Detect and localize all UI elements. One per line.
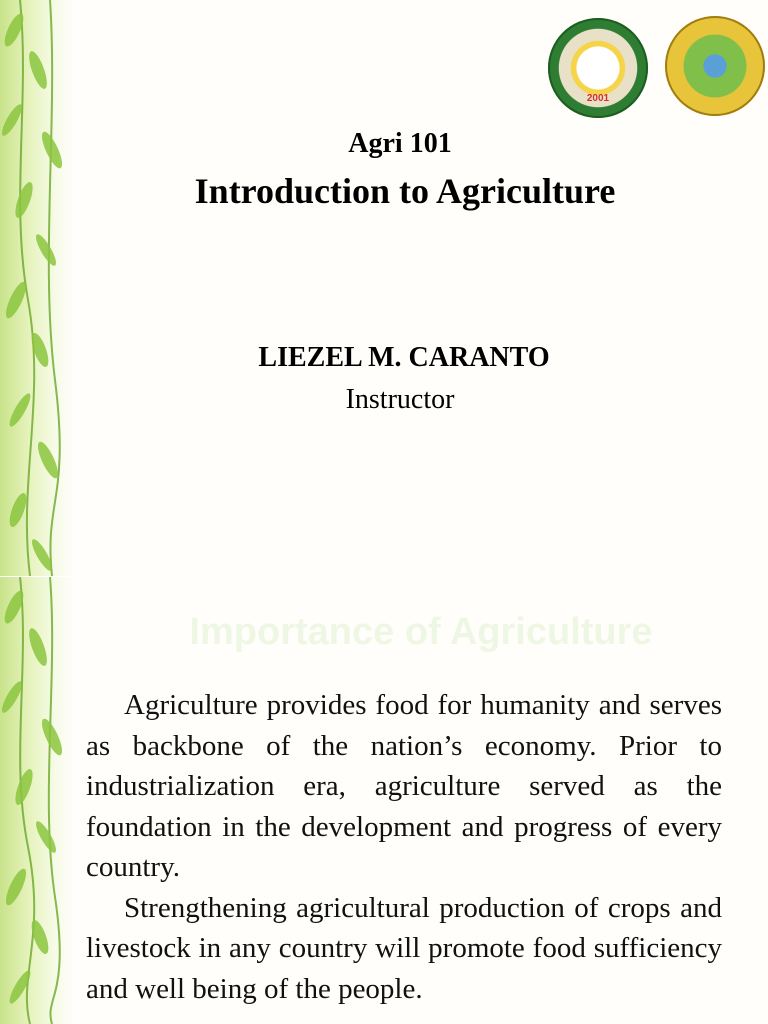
content-slide [0, 577, 768, 1024]
college-seal-logo [548, 18, 648, 118]
leaf-decoration [0, 0, 74, 576]
paragraph: Agriculture provides food for humanity and serves as backbone of the nation’s economy. Prior to industrialization era, agriculture served as the foundation in the development and progress of every country. [86, 689, 722, 883]
instructor-name: LIEZEL M. CARANTO [258, 342, 550, 373]
school-seal-logo [665, 16, 765, 116]
body-text [86, 685, 722, 1009]
course-code: Agri 101 [348, 128, 452, 159]
logos [548, 16, 766, 126]
leaf-decoration [0, 577, 74, 1024]
college-seal-year: 2001 [586, 93, 610, 104]
instructor-role: Instructor [345, 384, 455, 415]
slide-title: Importance of Agriculture [189, 611, 653, 653]
paragraph: Strengthening agricultural production of crops and livestock in any country will promote food sufficiency and well being of the people. [86, 891, 722, 1005]
course-title: Introduction to Agriculture [194, 171, 616, 211]
